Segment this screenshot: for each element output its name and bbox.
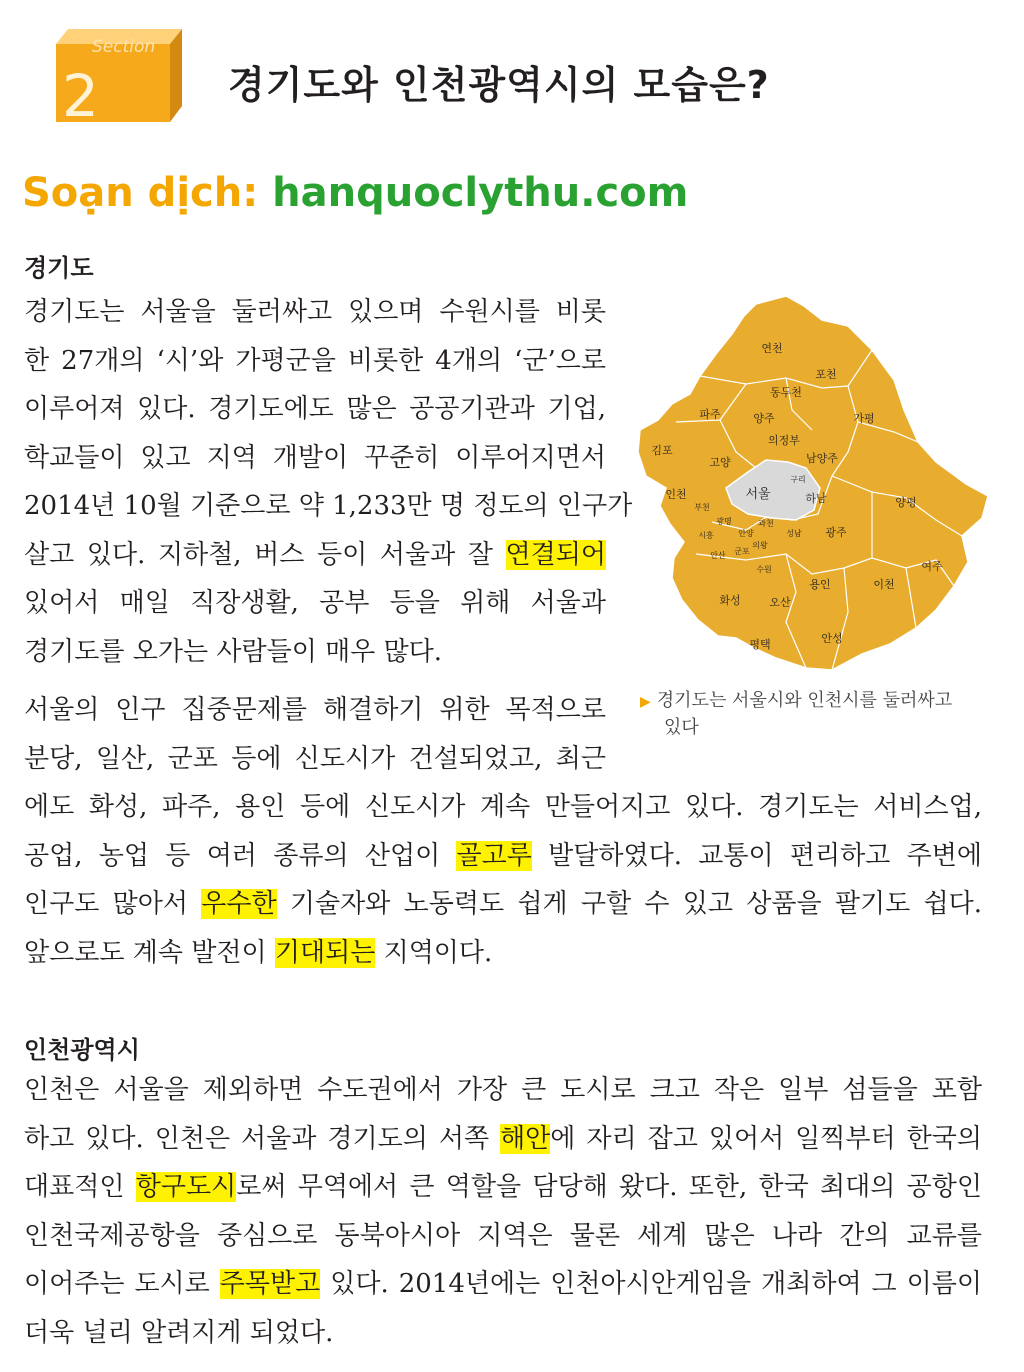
text-line: 경기도는 서울을 둘러싸고 있으며 수원시를 비롯 xyxy=(24,297,606,327)
map-label: 이천 xyxy=(873,578,895,591)
incheon-heading: 인천광역시 xyxy=(24,1036,140,1064)
text-line: 인천국제공항을 중심으로 동북아시아 지역은 물론 세계 많은 나라 간의 교류를 xyxy=(24,1220,982,1251)
map-label: 연천 xyxy=(761,342,783,355)
text-line: 학교들이 있고 지역 개발이 꾸준히 이루어지면서 xyxy=(24,442,606,473)
map-label: 남양주 xyxy=(806,452,838,465)
text-line xyxy=(24,929,982,978)
text-run: 앞으로도 계속 발전이 xyxy=(24,937,275,968)
gyeonggi-paragraph-2-bottom xyxy=(24,783,982,977)
map-label: 시흥 xyxy=(698,531,714,540)
text-run: 로써 무역에서 큰 역할을 담당해 왔다. 또한, 한국 최대의 공항인 xyxy=(236,1172,983,1202)
map-label: 용인 xyxy=(809,578,831,591)
map-label: 파주 xyxy=(699,408,721,421)
text-line xyxy=(24,1260,982,1309)
credit-label: Soạn dịch: xyxy=(22,170,259,216)
text-line xyxy=(24,531,606,580)
text-line: 에도 화성, 파주, 용인 등에 신도시가 계속 만들어지고 있다. 경기도는 서비스업, xyxy=(24,792,982,822)
highlighted-word: 주목받고 xyxy=(219,1269,321,1299)
text-line: 인천은 서울을 제외하면 수도권에서 가장 큰 도시로 크고 작은 일부 섬들을 포함 xyxy=(24,1075,982,1105)
highlighted-word: 기대되는 xyxy=(274,937,376,968)
map-label: 과천 xyxy=(758,519,774,528)
map-label: 평택 xyxy=(749,638,771,651)
gyeonggi-heading: 경기도 xyxy=(24,254,94,282)
text-line: 경기도를 오가는 사람들이 매우 많다. xyxy=(24,636,443,667)
caption-arrow-icon: ▶ xyxy=(640,694,651,710)
text-line xyxy=(24,1115,982,1164)
map-label: 안산 xyxy=(710,551,726,560)
map-label: 인천 xyxy=(665,488,687,501)
caption-text: 있다 xyxy=(664,717,699,738)
gyeonggi-map-svg xyxy=(636,292,992,676)
highlighted-word: 항구도시 xyxy=(135,1172,237,1202)
text-line: 이루어져 있다. 경기도에도 많은 공공기관과 기업, xyxy=(24,394,606,424)
map-label: 안성 xyxy=(821,632,843,645)
highlighted-word: 해안 xyxy=(500,1123,551,1154)
text-run: 공업, 농업 등 여러 종류의 산업이 xyxy=(24,840,457,871)
map-label: 포천 xyxy=(815,368,837,381)
text-line xyxy=(24,1163,982,1212)
map-label: 고양 xyxy=(709,456,731,469)
map-label: 구리 xyxy=(790,475,806,484)
text-run: 지역이다. xyxy=(375,937,493,968)
section-cube-icon xyxy=(20,14,220,129)
text-line: 2014년 10월 기준으로 약 1,233만 명 정도의 인구가 xyxy=(24,491,633,521)
text-line: 한 27개의 ‘시’와 가평군을 비롯한 4개의 ‘군’으로 xyxy=(24,345,606,376)
caption-text: 경기도는 서울시와 인천시를 둘러싸고 xyxy=(656,690,953,711)
text-run: 에 자리 잡고 있어서 일찍부터 한국의 xyxy=(550,1123,982,1154)
map-label: 양평 xyxy=(895,496,917,509)
map-label: 안양 xyxy=(738,529,754,538)
page-title: 경기도와 인천광역시의 모습은? xyxy=(228,63,770,107)
map-label: 군포 xyxy=(734,547,750,556)
text-line: 더욱 널리 알려지게 되었다. xyxy=(24,1317,334,1348)
incheon-paragraph xyxy=(24,1066,982,1357)
highlighted-word: 골고루 xyxy=(456,840,532,871)
text-run: 하고 있다. 인천은 서울과 경기도의 서쪽 xyxy=(24,1123,501,1154)
map-label: 하남 xyxy=(805,492,827,505)
map-label: 양주 xyxy=(753,412,775,425)
text-run: 있다. 2014년에는 인천아시안게임을 개최하여 그 이름이 xyxy=(320,1269,982,1299)
map-caption xyxy=(640,688,990,741)
highlighted-word: 우수한 xyxy=(201,889,277,919)
map-label: 의왕 xyxy=(752,541,768,550)
text-run: 발달하였다. 교통이 편리하고 주변에 xyxy=(531,840,982,871)
text-run: 대표적인 xyxy=(24,1172,136,1202)
section-badge xyxy=(20,14,220,129)
section-number: 2 xyxy=(62,62,99,129)
map-label: 가평 xyxy=(853,412,875,425)
text-run: 이어주는 도시로 xyxy=(24,1269,220,1299)
credit-site: hanquoclythu.com xyxy=(272,170,689,216)
map-label: 부천 xyxy=(694,503,710,512)
map-label: 김포 xyxy=(651,444,673,457)
section-label: Section xyxy=(92,37,156,57)
text-run: 인구도 많아서 xyxy=(24,889,202,919)
text-line xyxy=(24,832,982,881)
text-line: 있어서 매일 직장생활, 공부 등을 위해 서울과 xyxy=(24,588,606,618)
highlighted-word: 연결되어 xyxy=(505,539,606,570)
map-label: 수원 xyxy=(756,565,772,574)
map-label: 서울 xyxy=(745,487,771,502)
map-label: 화성 xyxy=(719,594,741,607)
map-label: 의정부 xyxy=(768,434,800,447)
text-run: 기술자와 노동력도 쉽게 구할 수 있고 상품을 팔기도 쉽다. xyxy=(276,889,982,919)
map-label: 오산 xyxy=(769,596,791,609)
gyeonggi-paragraph-2-top xyxy=(24,686,606,783)
map-label: 동두천 xyxy=(770,386,802,399)
gyeonggi-paragraph-1 xyxy=(24,288,633,676)
map-label: 광명 xyxy=(716,517,732,526)
text-line xyxy=(24,880,982,929)
map-label: 성남 xyxy=(786,529,802,538)
map-label: 광주 xyxy=(825,526,847,539)
map-label: 여주 xyxy=(921,560,943,573)
text-line: 분당, 일산, 군포 등에 신도시가 건설되었고, 최근 xyxy=(24,743,606,774)
gyeonggi-map xyxy=(636,292,992,676)
text-line: 서울의 인구 집중문제를 해결하기 위한 목적으로 xyxy=(24,695,606,725)
text-run: 살고 있다. 지하철, 버스 등이 서울과 잘 xyxy=(24,539,506,570)
credit-line xyxy=(22,170,688,216)
